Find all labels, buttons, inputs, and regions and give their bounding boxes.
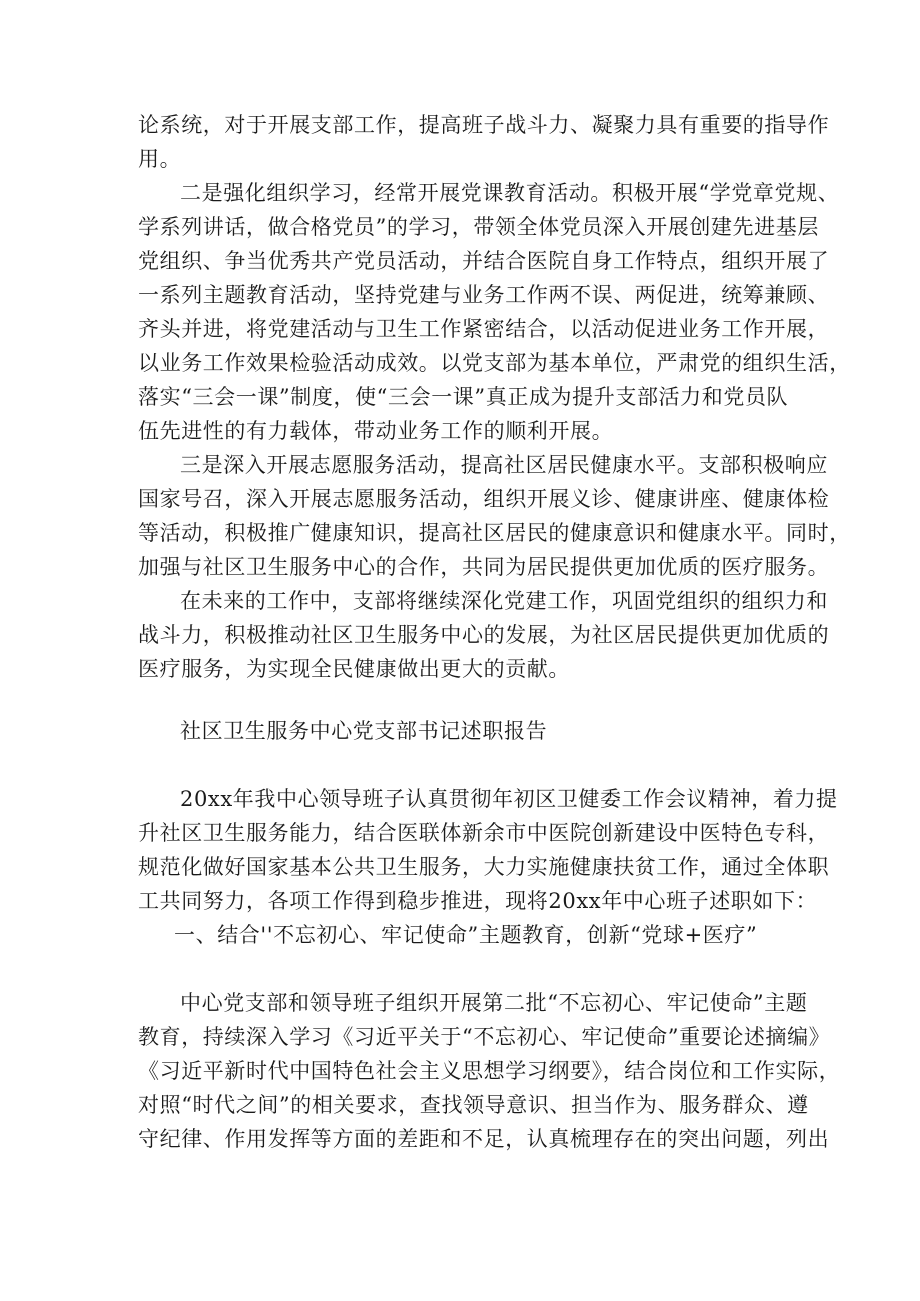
paragraph-point-three [138,448,851,584]
paragraph-section-one [138,986,841,1156]
section-one-heading: 一、结合''不忘初心、牢记使命”主题教育，创新“党球+医疗” [174,923,758,947]
text-line: 伍先进性的有力载体，带动业务工作的顺利开展。 [138,419,614,443]
text-line: 战斗力，积极推动社区卫生服务中心的发展，为社区居民提供更加优质的 [138,623,830,647]
text-line: 《习近平新时代中国特色社会主义思想学习纲要》，结合岗位和工作实际， [138,1059,841,1083]
text-line: 论系统，对于开展支部工作，提高班子战斗力、凝聚力具有重要的指导作 [138,113,830,137]
text-line: 等活动，积极推广健康知识，提高社区居民的健康意识和健康水平。同时， [138,521,851,545]
text-line: 对照“时代之间”的相关要求，查找领导意识、担当作为、服务群众、遵 [138,1093,809,1117]
text-line: 三是深入开展志愿服务活动，提高社区居民健康水平。支部积极响应 [180,453,828,477]
text-line: 工共同努力，各项工作得到稳步推进，现将20xx年中心班子述职如下： [138,889,818,913]
text-line: 国家号召，深入开展志愿服务活动，组织开展义诊、健康讲座、健康体检 [138,487,830,511]
paragraph-future [138,584,830,686]
text-line: 医疗服务，为实现全民健康做出更大的贡献。 [138,657,570,681]
paragraph-previous [138,108,830,176]
paragraph-intro [138,782,838,918]
text-line: 守纪律、作用发挥等方面的差距和不足，认真梳理存在的突出问题，列出 [138,1127,830,1151]
text-line: 加强与社区卫生服务中心的合作，共同为居民提供更加优质的医疗服务。 [138,555,830,579]
text-line: 在未来的工作中，支部将继续深化党建工作，巩固党组织的组织力和 [180,589,828,613]
text-line: 20xx年我中心领导班子认真贯彻年初区卫健委工作会议精神，着力提 [180,787,838,811]
paragraph-point-two [138,176,851,448]
text-line: 升社区卫生服务能力，结合医联体新余市中医院创新建设中医特色专科， [138,821,830,845]
text-line: 齐头并进，将党建活动与卫生工作紧密结合，以活动促进业务工作开展， [138,317,830,341]
text-line: 教育，持续深入学习《习近平关于“不忘初心、牢记使命”重要论述摘编》 [138,1025,831,1049]
text-line: 以业务工作效果检验活动成效。以党支部为基本单位，严肃党的组织生活， [138,351,851,375]
text-line: 落实“三会一课”制度，使“三会一课”真正成为提升支部活力和党员队 [138,385,789,409]
report-title: 社区卫生服务中心党支部书记述职报告 [180,719,548,743]
document-page [138,108,851,1156]
text-line: 一系列主题教育活动，坚持党建与业务工作两不误、两促进，统筹兼顾、 [138,283,830,307]
text-line: 党组织、争当优秀共产党员活动，并结合医院自身工作特点，组织开展了 [138,249,830,273]
text-line: 用。 [138,147,182,171]
text-line: 中心党支部和领导班子组织开展第二批“不忘初心、牢记使命”主题 [180,991,808,1015]
text-line: 学系列讲话，做合格党员”的学习，带领全体党员深入开展创建先进基层 [138,215,819,239]
text-line: 二是强化组织学习，经常开展党课教育活动。积极开展“学党章党规、 [180,181,840,205]
text-line: 规范化做好国家基本公共卫生服务，大力实施健康扶贫工作，通过全体职 [138,855,830,879]
